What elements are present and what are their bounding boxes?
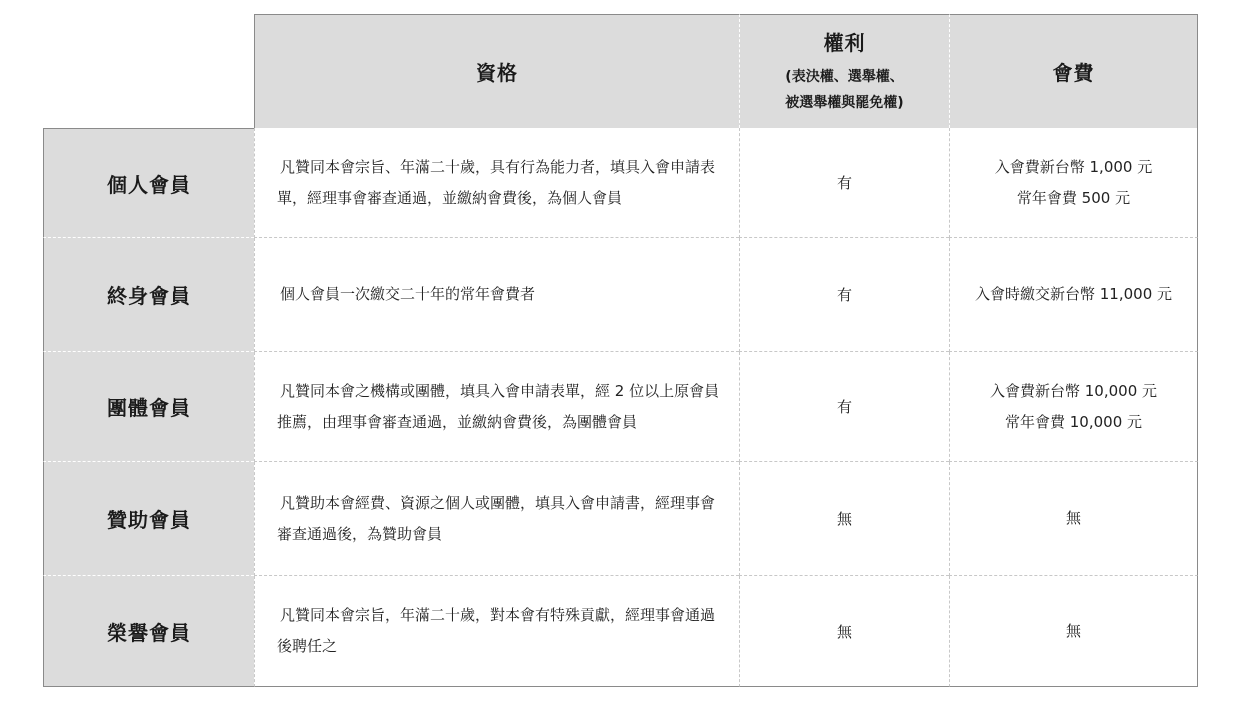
fee-line-2: 常年會費 500 元 (1016, 188, 1131, 207)
qualification-cell (254, 576, 739, 687)
header-rights-label: 權利 (823, 31, 866, 55)
rights-cell (739, 576, 949, 687)
member-type-label: 終身會員 (107, 284, 191, 308)
fee-line-1: 入會費新台幣 10,000 元 (989, 381, 1158, 400)
qualification-cell (254, 352, 739, 462)
fee-line-1: 無 (1065, 621, 1081, 640)
row-label-honorary (43, 576, 254, 687)
rights-text: 無 (836, 510, 852, 528)
header-fee-label: 會費 (1052, 61, 1095, 85)
fee-cell (949, 238, 1198, 352)
rights-text: 有 (836, 398, 852, 416)
fee-line-2: 常年會費 10,000 元 (1004, 412, 1143, 431)
membership-table (43, 14, 1198, 687)
member-type-label: 贊助會員 (107, 508, 191, 532)
row-label-individual (43, 128, 254, 238)
header-qualification (254, 14, 739, 128)
member-type-label: 榮譽會員 (107, 620, 191, 645)
qualification-text: 凡贊同本會之機構或團體，填具入會申請表單，經 2 位以上原會員推薦，由理事會審查通過，並繳納會費後，為團體會員 (277, 381, 720, 431)
fee-cell (949, 128, 1198, 238)
qualification-text: 凡贊同本會宗旨，年滿二十歲，對本會有特殊貢獻，經理事會通過後聘任之 (277, 606, 716, 655)
header-rights-sub-line2: 被選舉權與罷免權) (785, 95, 904, 111)
row-label-group (43, 352, 254, 462)
header-qualification-label: 資格 (476, 61, 518, 85)
qualification-cell (254, 238, 739, 352)
header-rights (739, 14, 949, 128)
qualification-text: 個人會員一次繳交二十年的常年會費者 (280, 285, 536, 303)
fee-cell (949, 352, 1198, 462)
member-type-label: 團體會員 (107, 396, 191, 420)
row-label-sponsor (43, 462, 254, 576)
qualification-cell (254, 128, 739, 238)
fee-line-1: 入會時繳交新台幣 11,000 元 (974, 285, 1173, 303)
fee-line-1: 無 (1065, 509, 1081, 527)
rights-cell (739, 352, 949, 462)
header-rights-sub-line1: (表決權、選舉權、 (785, 69, 904, 85)
rights-text: 有 (836, 286, 852, 304)
qualification-text: 凡贊同本會宗旨、年滿二十歲，具有行為能力者，填具入會申請表單，經理事會審查通過，並繳納會費後，為個人會員 (277, 157, 716, 207)
row-label-lifetime (43, 238, 254, 352)
rights-cell (739, 128, 949, 238)
fee-cell (949, 576, 1198, 687)
rights-text: 無 (836, 622, 852, 641)
rights-text: 有 (836, 174, 852, 192)
member-type-label: 個人會員 (107, 172, 191, 197)
header-fee (949, 14, 1198, 128)
table-corner (43, 14, 254, 128)
fee-line-1: 入會費新台幣 1,000 元 (994, 157, 1153, 176)
qualification-text: 凡贊助本會經費、資源之個人或團體，填具入會申請書，經理事會審查通過後，為贊助會員 (277, 493, 716, 543)
rights-cell (739, 238, 949, 352)
qualification-cell (254, 462, 739, 576)
rights-cell (739, 462, 949, 576)
fee-cell (949, 462, 1198, 576)
